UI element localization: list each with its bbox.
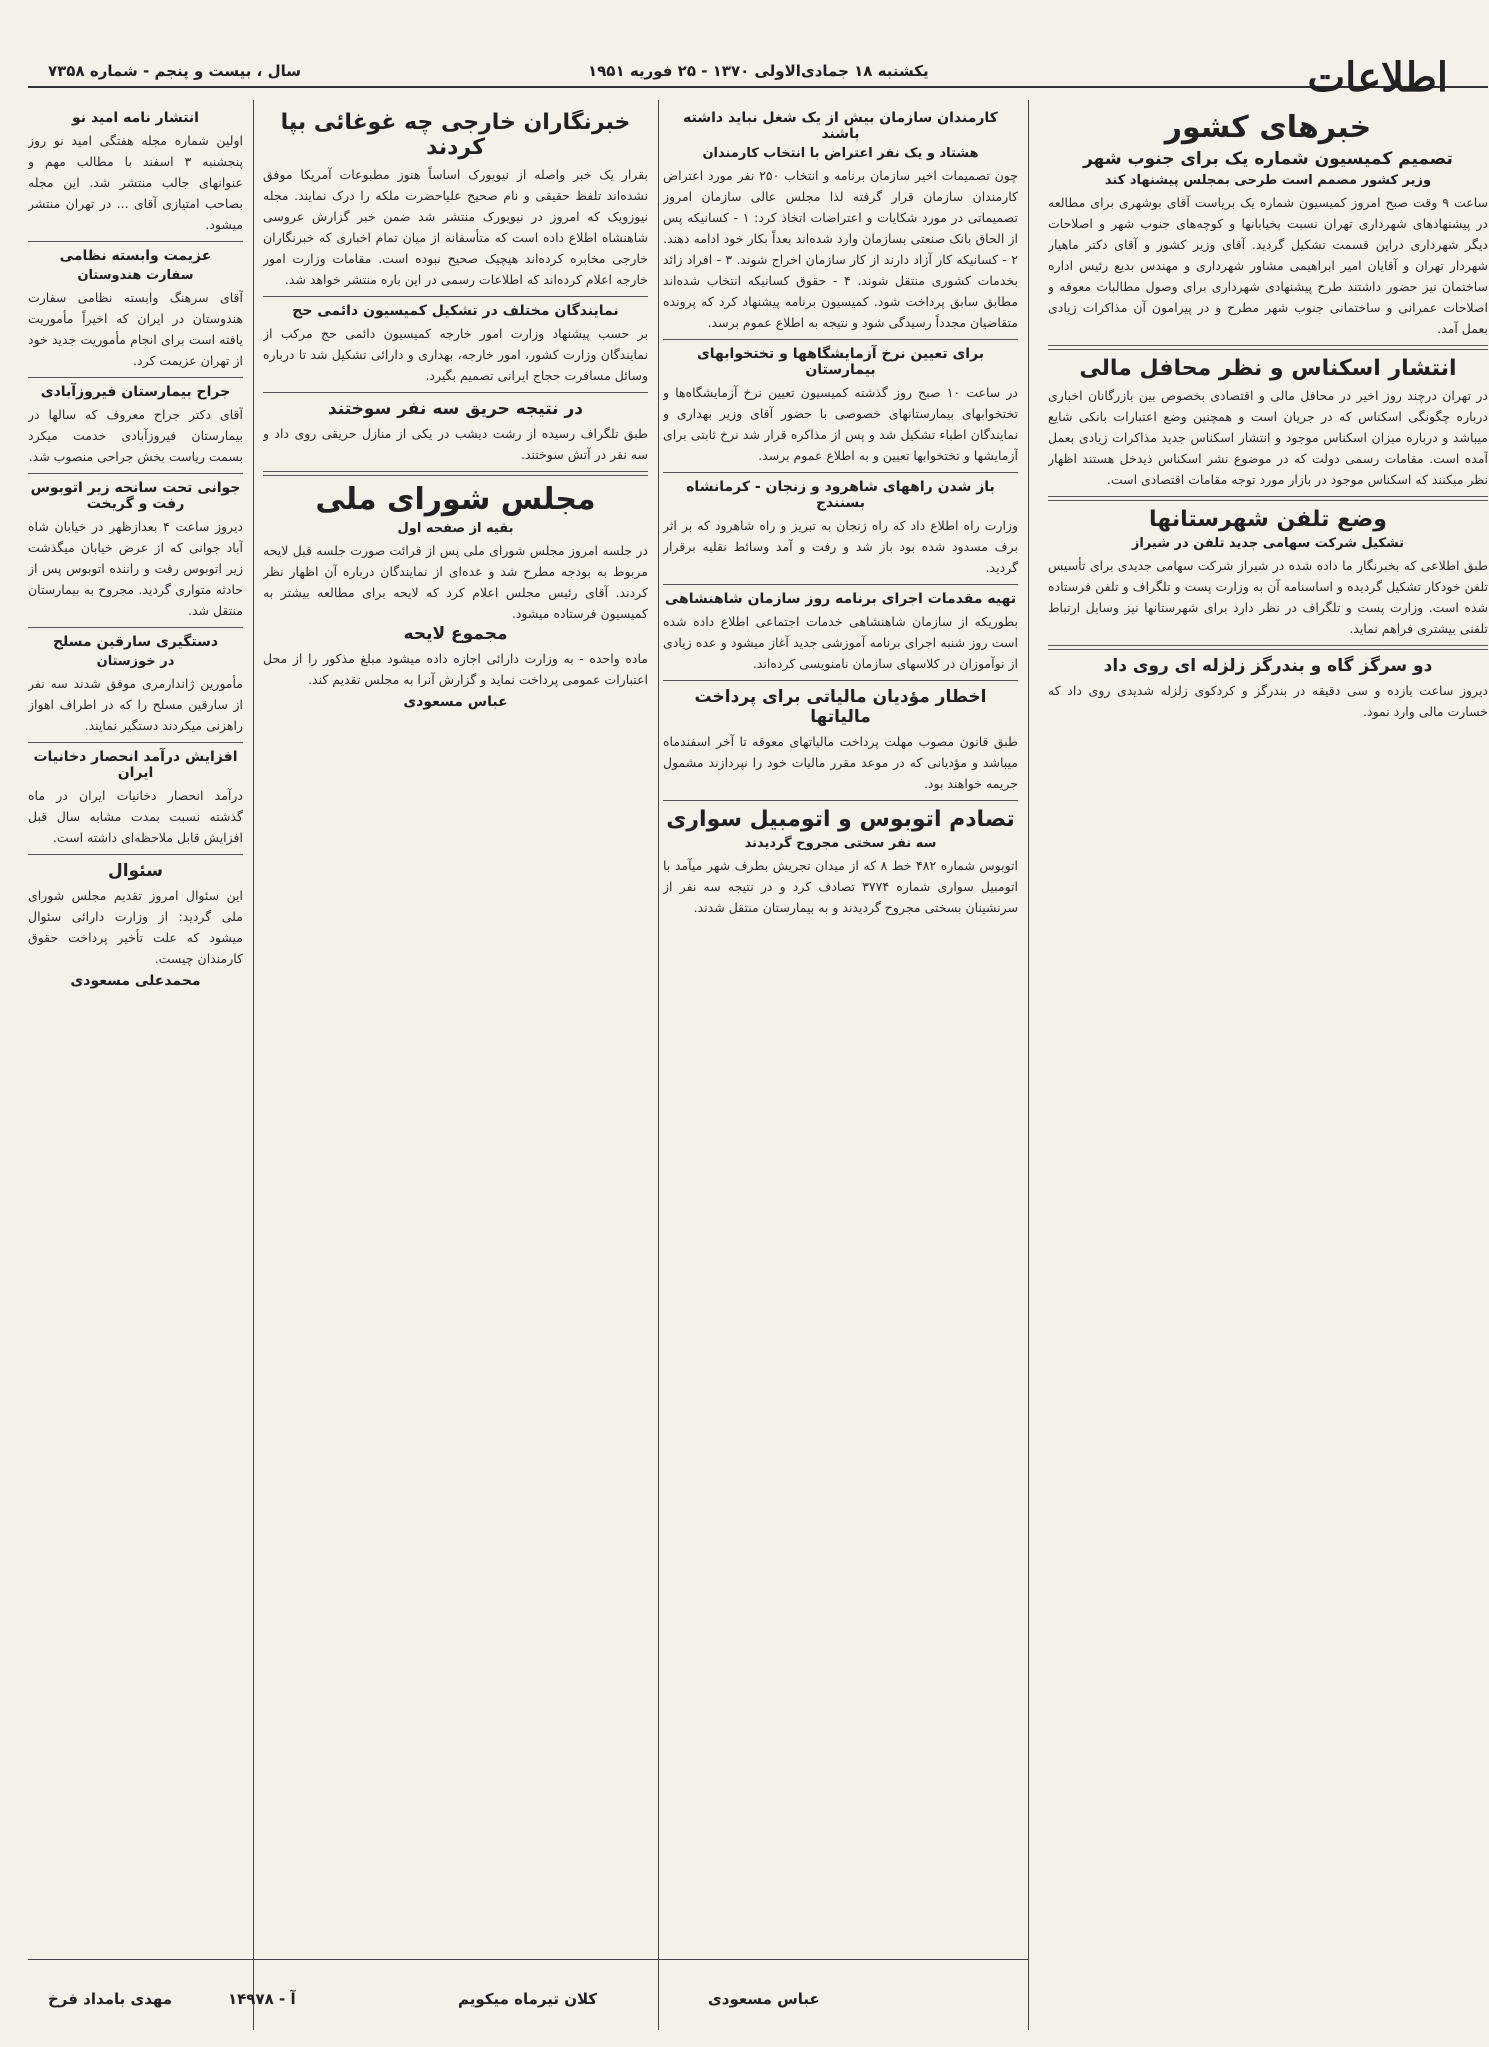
divider: [28, 627, 243, 628]
subheadline: تصمیم کمیسیون شماره یک برای جنوب شهر: [1083, 149, 1453, 169]
headline-bill: مجموع لایحه: [403, 624, 508, 644]
divider: [663, 800, 1018, 801]
article-body: آقای سرهنگ وابسته نظامی سفارت هندوستان در ایران که اخیراً مأموریت یافته است برای انجام مأموریت جدید خود از تهران عزیمت کرد.: [28, 290, 243, 368]
signature: عباس مسعودی: [403, 694, 508, 710]
signature: محمدعلی مسعودی: [70, 973, 201, 989]
subheadline: سه نفر سختی مجروح گردیدند: [744, 836, 937, 851]
footer-name: مهدی بامداد فرخ: [48, 1990, 173, 2008]
article-body: اتوبوس شماره ۴۸۲ خط ۸ که از میدان تجریش بطرف شهر میآمد با اتومبیل سواری شماره ۳۷۷۴ تصادف کرد و در نتیجه سه نفر از سرنشینان بسختی مجروح گردیدند و به بیمارستان منتقل شدند.: [663, 858, 1018, 915]
article-body: طبق اطلاعی که بخبرنگار ما داده شده در شیراز شرکت سهامی جدیدی برای تأسیس تلفن خودکار تشکیل گردیده و اساسنامه آن به وزارت پست و تلگراف و تلفن فرستاده شده است. وزارت پست و تلگراف در نظر دارد برای شهرستانها نیز وسایل ارتباط تلفنی بیشتری فراهم نماید.: [1048, 558, 1488, 636]
article-body: ماده واحده - به وزارت دارائی اجازه داده میشود مبلغ مذکور را از محل اعتبارات عمومی پرداخت نماید و گزارش آنرا به مجلس تقدیم کند.: [263, 651, 648, 687]
subheadline-secondary: وزیر کشور مصمم است طرحی بمجلس پیشنهاد کند: [1104, 173, 1432, 188]
date-line: یکشنبه ۱۸ جمادی‌الاولی ۱۳۷۰ - ۲۵ فوریه ۱۹۵۱: [588, 62, 929, 80]
article-body: در ساعت ۱۰ صبح روز گذشته کمیسیون تعیین نرخ آزمایشگاه‌ها و تختخوابهای بیمارستانهای خصوصی با حضور آقای وزیر بهداری و نمایندگان اطباء تشکیل شد و پس از مذاکره قرار شد نرخ ثابتی برای آزمایشها و تختخوابها تعیین و به اطلاع عموم برسد.: [663, 385, 1018, 463]
divider: [28, 742, 243, 743]
divider: [1048, 645, 1488, 650]
divider: [28, 241, 243, 242]
subheadline: سفارت هندوستان: [77, 268, 194, 283]
article-body: طبق قانون مصوب مهلت پرداخت مالیاتهای معوقه تا آخر اسفندماه میباشد و مؤدیانی که در موعد مقرر مالیات خود را نپردازند مشمول جریمه خواهند بود.: [663, 734, 1018, 791]
article-body: بقرار یک خبر واصله از نیویورک اساساً هنوز مطبوعات آمریکا موفق نشده‌اند تلفظ حقیقی و نام صحیح علیاحضرت ملکه را درک نمایند. مجله نیوزویک که امروز در نیویورک منتشر شد ضمن خبر گزارش عروسی شاهنشاه اطلاع داده است که متأسفانه از میان تمام اخباری که خبرنگاران خارجی مخابره کرده‌اند هیچیک صحیح نبوده است. مقامات وزارت امور خارجه اعلام کرده‌اند که اطلاعات رسمی در این باره منتشر خواهد شد.: [263, 167, 648, 287]
headline-bus-crash: تصادم اتوبوس و اتومبیل سواری: [666, 807, 1015, 832]
divider: [263, 392, 648, 393]
headline-bus-accident: جوانی تحت سانحه زیر اتوبوس رفت و گریخت: [30, 480, 241, 512]
headline-fire: در نتیجه حریق سه نفر سوختند: [327, 399, 583, 419]
issue-line: سال ، بیست و پنجم - شماره ۷۳۵۸: [48, 62, 301, 80]
footer-signature: عباس مسعودی: [708, 1990, 820, 2008]
headline-attache: عزیمت وابسته نظامی: [59, 248, 212, 264]
column-organization: [663, 110, 1018, 1940]
column-foreign: [263, 110, 648, 1940]
headline-taxes: اخطار مؤدیان مالیاتی برای پرداخت مالیاتها: [694, 687, 987, 727]
newspaper-page: [28, 40, 1488, 2030]
article-body: درآمد انحصار دخانیات ایران در ماه گذشته نسبت بمدت مشابه سال قبل افزایش قابل ملاحظه‌ای داشته است.: [28, 788, 243, 845]
headline-hajj: نمایندگان مختلف در تشکیل کمیسیون دائمی حج: [292, 303, 619, 319]
column-rule: [658, 100, 659, 2030]
headline-question: سئوال: [108, 861, 163, 881]
headline-national-news: خبرهای کشور: [1164, 110, 1372, 145]
column-national-news: [1048, 110, 1488, 2010]
headline-employees: کارمندان سازمان بیش از یک شغل نباید داشته باشند: [683, 110, 998, 142]
headline-tobacco: افزایش درآمد انحصار دخانیات ایران: [33, 749, 238, 781]
article-body: دیروز ساعت ۴ بعدازظهر در خیابان شاه آباد جوانی که از عرض خیابان میگذشت زیر اتوبوس رفت و راننده اتوبوس پس از حادثه متواری گردید. مجروح به بیمارستان منتقل شد.: [28, 519, 243, 618]
divider: [1048, 345, 1488, 350]
masthead-bar: [28, 40, 1488, 101]
column-briefs: [28, 110, 243, 1940]
article-body: دیروز ساعت یازده و سی دقیقه در بندرگز و کردکوی زلزله شدیدی روی داد که خسارت مالی وارد نمود.: [1048, 683, 1488, 719]
footer-code: آ - ۱۴۹۷۸: [228, 1990, 296, 2008]
column-rule: [1028, 100, 1029, 2030]
column-rule: [253, 100, 254, 2030]
divider: [28, 377, 243, 378]
divider: [28, 473, 243, 474]
headline-banknotes: انتشار اسکناس و نظر محافل مالی: [1079, 356, 1457, 381]
divider: [663, 472, 1018, 473]
article-body: چون تصمیمات اخیر سازمان برنامه و انتخاب ۲۵۰ نفر مورد اعتراض کارمندان سازمان قرار گرفته لذا مجلس عالی سازمان امروز تصمیماتی در مورد شکایات و اعتراضات اتخاذ کرد: ۱ - کسانیکه پس از الحاق بانک صنعتی بسازمان وارد شده‌اند بعداً بکار خود ادامه دهند. ۲ - کسانیکه کار آزاد دارند از کار سازمان اخراج شوند. ۳ - افراد زائد بخدمات کشوری منتقل شوند. ۴ - حقوق کسانیکه انتخاب شده‌اند مطابق سابق پرداخت شود. کمیسیون برنامه پیشنهاد کرد که پرونده متقاضیان مجدداً رسیدگی شود و نتیجه به اطلاع عموم برسد.: [663, 168, 1018, 330]
article-body: این سئوال امروز تقدیم مجلس شورای ملی گردید: از وزارت دارائی سئوال میشود که علت تأخیر پرداخت حقوق کارمندان چیست.: [28, 888, 243, 966]
subheadline: تشکیل شرکت سهامی جدید تلفن در شیراز: [1131, 536, 1405, 551]
article-body: در جلسه امروز مجلس شورای ملی پس از قرائت صورت جلسه قبل لایحه مربوط به بودجه مطرح شد و عده‌ای از نمایندگان درباره آن اظهار نظر کردند. آقای رئیس مجلس اعلام کرد که لایحه برای مطالعه بیشتر به کمیسیون فرستاده میشود.: [263, 543, 648, 621]
headline-magazine: انتشار نامه امید نو: [72, 110, 199, 126]
divider: [28, 854, 243, 855]
article-body: ساعت ۹ وقت صبح امروز کمیسیون شماره یک بریاست آقای بوشهری برای مطالعه در پیشنهادهای شهرداری تهران نسبت بخیابانها و کوچه‌های جنوب شهر و اصلاحات دیگر شهرداری دراین قسمت تشکیل گردید. آقای وزیر کشور و آقای دکتر ماهیار شهردار تهران و آقایان امیر ابراهیمی مشاور شهرداری و مهندس بدیع رئیس اداره ساختمان نیز حضور داشتند طرح پیشنهادی شهرداری برای وصول مطالبات معوقه و اصلاحات عمرانی و ساختمانی جنوب شهر مطرح و در پیرامون آن مذاکرات زیادی بعمل آمد.: [1048, 195, 1488, 336]
article-body: مأمورین ژاندارمری موفق شدند سه نفر از سارقین مسلح را که در اطراف اهواز راهزنی میکردند دستگیر نمایند.: [28, 676, 243, 733]
article-body: طبق تلگراف رسیده از رشت دیشب در یکی از منازل حریقی روی داد و سه نفر در آتش سوختند.: [263, 426, 648, 462]
article-body: آقای دکتر جراح معروف که سالها در بیمارستان فیروزآبادی خدمت میکرد بسمت ریاست بخش جراحی منصوب شد.: [28, 407, 243, 464]
subheadline: بقیه از صفحه اول: [397, 521, 514, 536]
divider: [663, 680, 1018, 681]
headline-roads: باز شدن راههای شاهرود و زنجان - کرمانشاه بسنندج: [686, 479, 995, 511]
masthead-title: اطلاعات: [1307, 54, 1448, 101]
headline-phones: وضع تلفن شهرستانها: [1149, 507, 1387, 532]
divider: [263, 296, 648, 297]
headline-robbers: دستگیری سارقین مسلح: [52, 634, 219, 650]
subheadline: هشتاد و یک نفر اعتراض با انتخاب کارمندان: [702, 146, 979, 161]
article-body: اولین شماره مجله هفتگی امید نو روز پنجشنبه ۳ اسفند با مطالب مهم و عنوانهای جالب منتشر شد. این مجله بصاحب امتیازی آقای ... در تهران منتشر میشود.: [28, 133, 243, 232]
divider: [1048, 496, 1488, 501]
footer-strip: [28, 1959, 1028, 2030]
headline-surgeon: جراح بیمارستان فیروزآبادی: [40, 384, 231, 400]
article-body: بر حسب پیشنهاد وزارت امور خارجه کمیسیون دائمی حج مرکب از نمایندگان وزارت کشور، امور خارجه، بهداری و دارائی تشکیل شد تا درباره وسائل مسافرت حجاج ایرانی تصمیم بگیرد.: [263, 326, 648, 383]
headline-education: تهیه مقدمات اجرای برنامه روز سازمان شاهنشاهی: [664, 591, 1017, 607]
headline-hospital-rates: برای تعیین نرخ آزمایشگاهها و تختخوابهای بیمارستان: [696, 346, 985, 378]
article-body: در تهران درچند روز اخیر در محافل مالی و اقتصادی بخصوص بین بازرگانان اخباری درباره چگونگی اسکناس که در جریان است و همچنین وضع اعتبارات بانکی شایع میباشد و درباره میزان اسکناس موجود و انتشار اسکناس جدید مذاکرات زیادی بعمل آمده است. مقامات رسمی دولت که در موضوع نشر اسکناس ذیدخل هستند اظهار نظر میکنند که اسکناس موجود در بازار مورد توجه مقامات اقتصادی است.: [1048, 388, 1488, 487]
article-body: بطوریکه از سازمان شاهنشاهی خدمات اجتماعی اطلاع داده شده است روز شنبه اجرای برنامه آموزشی جدید آغاز میشود و عده زیادی از نوآموزان در کلاسهای سازمان نامنویسی کرده‌اند.: [663, 614, 1018, 671]
subheadline: در خوزستان: [96, 654, 175, 669]
divider: [663, 339, 1018, 340]
footer-text: کلان تیرماه میکویم: [458, 1990, 598, 2008]
divider: [663, 584, 1018, 585]
article-body: وزارت راه اطلاع داد که راه زنجان به تبریز و راه شاهرود که بر اثر برف مسدود شده بود باز شد و رفت و آمد وسائط نقلیه برقرار گردید.: [663, 518, 1018, 575]
headline-earthquake: دو سرگز گاه و بندرگز زلزله ای روی داد: [1103, 656, 1433, 676]
headline-foreign-reporters: خبرنگاران خارجی چه غوغائی بپا کردند: [280, 110, 631, 160]
headline-majlis: مجلس شورای ملی: [315, 482, 596, 517]
divider: [263, 471, 648, 476]
